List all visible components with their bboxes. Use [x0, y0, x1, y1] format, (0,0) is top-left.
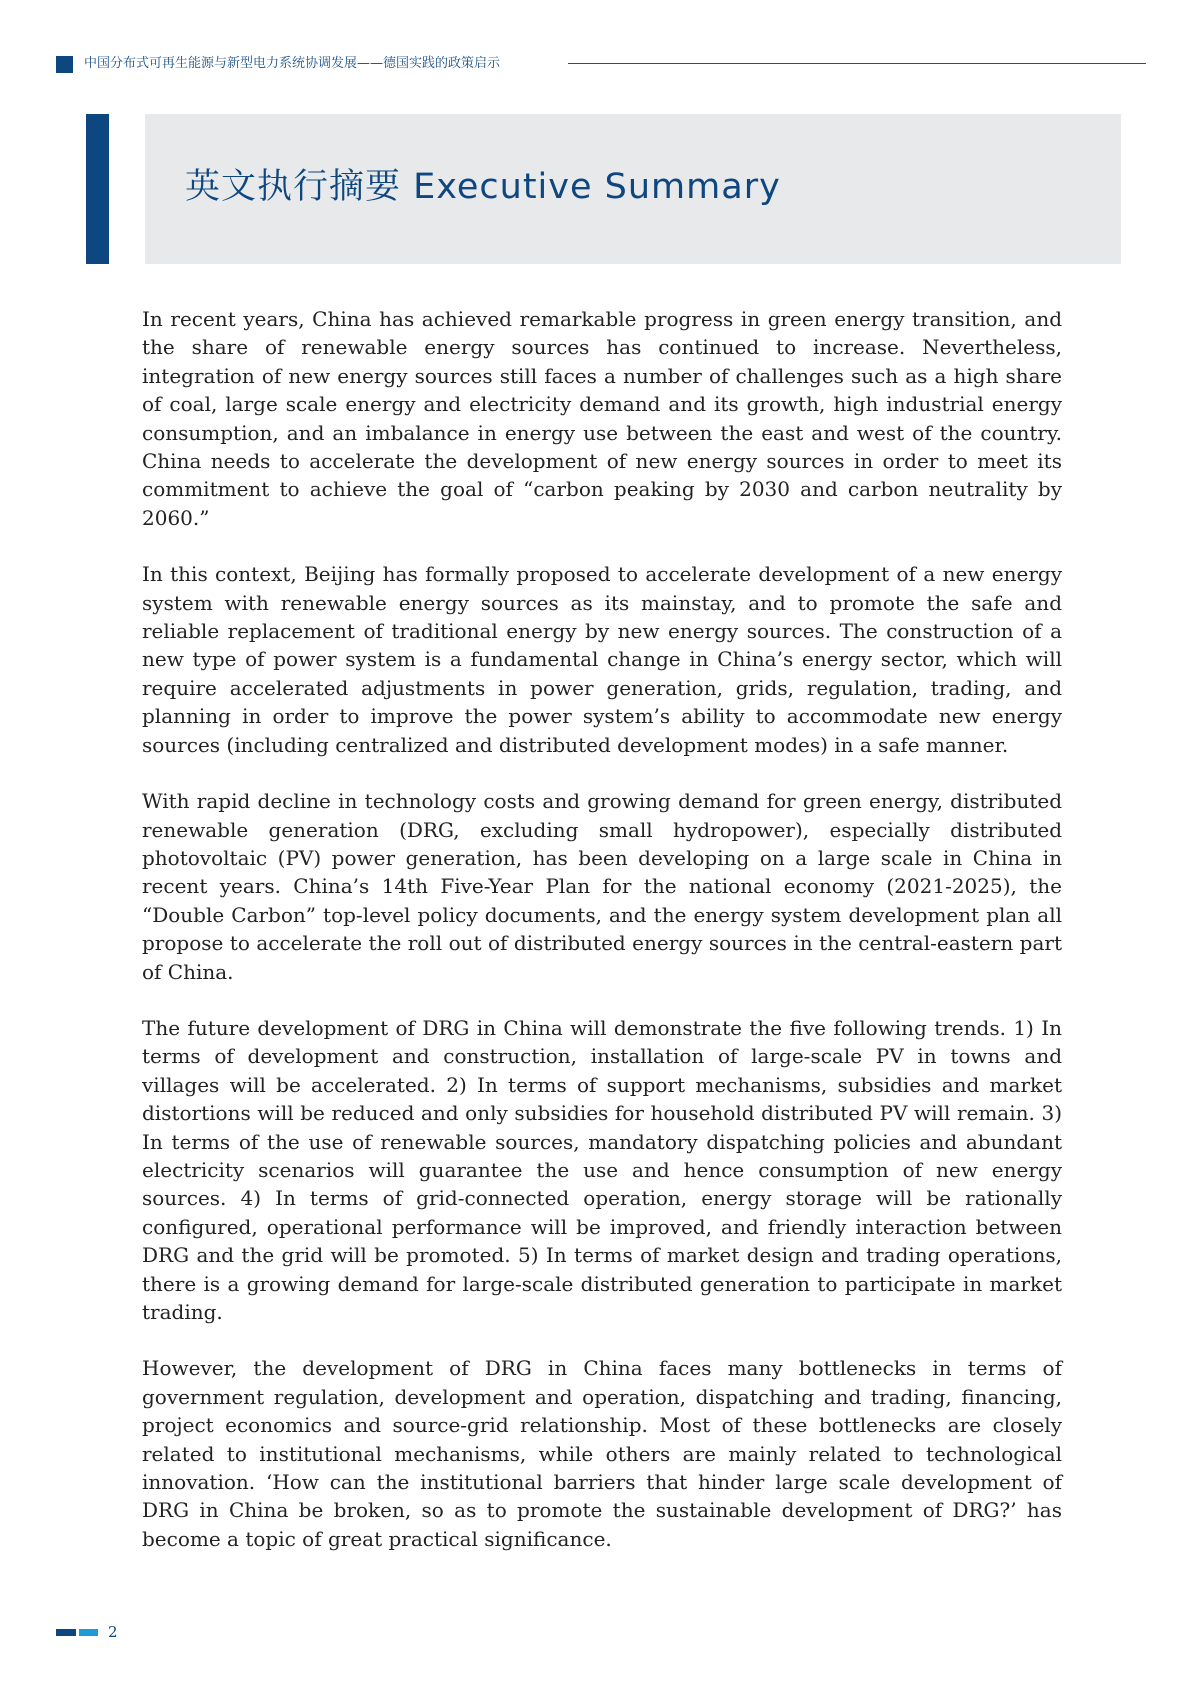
paragraph-1: In recent years, China has achieved remarkable progress in green energy transition, and the share of renewable energy sources has continued to increase. Nevertheless, integration of new energy sources still faces a number of challenges such as a high share of coal, large scale energy and electricity demand and its growth, high industrial energy consumption, and an imbalance in energy use between the east and west of the country. China needs to accelerate the development of new energy sources in order to meet its commitment to achieve the goal of “carbon peaking by 2030 and carbon neutrality by 2060.”: [142, 307, 1062, 530]
page-number: 2: [108, 1623, 118, 1641]
summary-body: [142, 305, 1062, 1581]
section-title: 英文执行摘要 Executive Summary: [185, 167, 781, 207]
header-rule: [568, 63, 1146, 64]
paragraph-3: With rapid decline in technology costs and growing demand for green energy, distributed renewable generation (DRG, excluding small hydropower), especially distributed photovoltaic (PV) power generation, has been developing on a large scale in China in recent years. China’s 14th Five-Year Plan for the national economy (2021-2025), the “Double Carbon” top-level policy documents, and the energy system development plan all propose to accelerate the roll out of distributed energy sources in the central-eastern part of China.: [142, 789, 1062, 984]
paragraph-2: In this context, Beijing has formally proposed to accelerate development of a new energy system with renewable energy sources as its mainstay, and to promote the safe and reliable replacement of traditional energy by new energy sources. The construction of a new type of power system is a fundamental change in China’s energy sector, which will require accelerated adjustments in power generation, grids, regulation, trading, and planning in order to improve the power system’s ability to accommodate new energy sources (including centralized and distributed development modes) in a safe manner.: [142, 562, 1062, 757]
running-header-title: 中国分布式可再生能源与新型电力系统协调发展——德国实践的政策启示: [84, 56, 501, 71]
title-accent-bar: [86, 114, 109, 264]
paragraph-5: However, the development of DRG in China faces many bottlenecks in terms of government regulation, development and operation, dispatching and trading, financing, project economics and source-grid relationship. Most of these bottlenecks are closely related to institutional mechanisms, while others are mainly related to technological innovation. ‘How can the institutional barriers that hinder large scale development of DRG in China be broken, so as to promote the sustainable development of DRG?’ has become a topic of great practical significance.: [142, 1356, 1062, 1551]
footer-mark-dark: [56, 1629, 76, 1636]
section-title-box: [145, 114, 1121, 264]
paragraph-4: The future development of DRG in China will demonstrate the five following trends. 1) In terms of development and construction, installation of large-scale PV in towns and villages will be accelerated. 2) In terms of support mechanisms, subsidies and market distortions will be reduced and only subsidies for household distributed PV will remain. 3) In terms of the use of renewable sources, mandatory dispatching policies and abundant electricity scenarios will guarantee the use and hence consumption of new energy sources. 4) In terms of grid-connected operation, energy storage will be rationally configured, operational performance will be improved, and friendly interaction between DRG and the grid will be promoted. 5) In terms of market design and trading operations, there is a growing demand for large-scale distributed generation to participate in market trading.: [142, 1015, 1062, 1324]
footer-mark-light: [79, 1629, 98, 1636]
header-square-mark: [56, 56, 73, 73]
